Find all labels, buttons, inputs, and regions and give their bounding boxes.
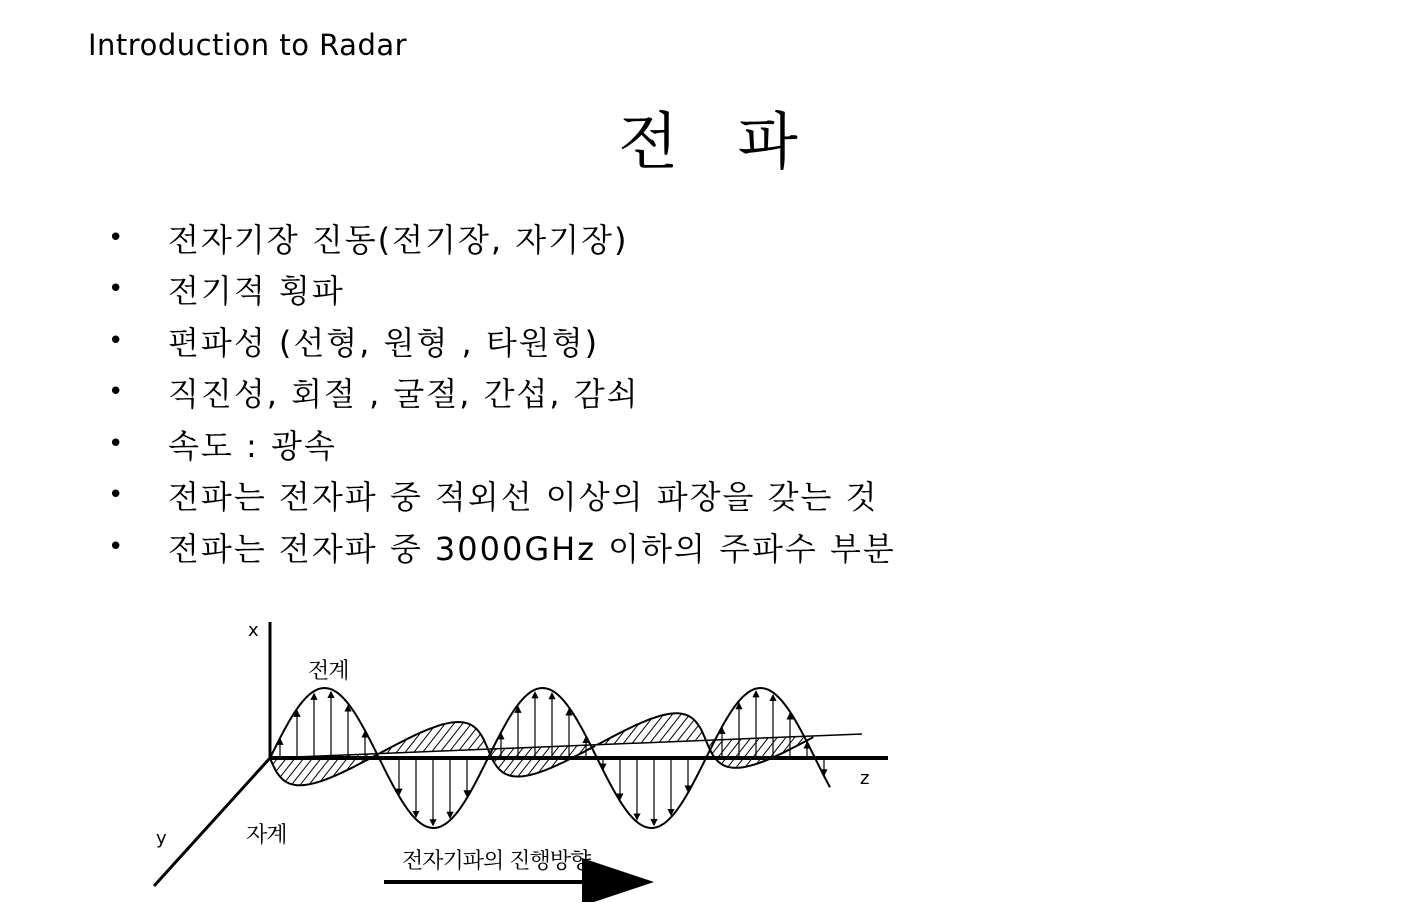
magnetic-wave-lobe bbox=[597, 713, 706, 745]
bullet-text: 전기적 횡파 bbox=[168, 272, 345, 311]
magnetic-field-hatch bbox=[510, 748, 532, 776]
bullet-text: 전자기장 진동(전기장, 자기장) bbox=[168, 220, 629, 259]
axis-z-label: z bbox=[860, 768, 870, 789]
bullet-marker: • bbox=[108, 274, 126, 305]
electric-field-label: 전계 bbox=[308, 659, 349, 684]
slide-title: 전 파 bbox=[618, 105, 818, 178]
bullet-text: 직진성, 회절 , 굴절, 간섭, 감쇠 bbox=[168, 375, 640, 414]
magnetic-field-hatch bbox=[477, 741, 484, 750]
magnetic-field-hatch bbox=[285, 757, 305, 782]
list-item bbox=[108, 521, 896, 573]
bullet-marker: • bbox=[108, 428, 126, 459]
magnetic-field-hatch bbox=[503, 748, 523, 773]
magnetic-field-hatch bbox=[459, 729, 476, 751]
list-item bbox=[108, 470, 896, 522]
bullet-list bbox=[108, 212, 896, 573]
list-item bbox=[108, 418, 896, 470]
bullet-marker: • bbox=[108, 222, 126, 253]
magnetic-field-hatch bbox=[695, 732, 702, 741]
bullet-text: 속도 : 광속 bbox=[168, 426, 337, 465]
bullet-marker: • bbox=[108, 480, 126, 511]
bullet-text: 편파성 (선형, 원형 , 타원형) bbox=[168, 323, 600, 362]
list-item bbox=[108, 367, 896, 419]
magnetic-field-hatch bbox=[668, 716, 689, 742]
magnetic-field-hatch bbox=[494, 749, 505, 763]
bullet-text: 전파는 전자파 중 적외선 이상의 파장을 갖는 것 bbox=[168, 478, 879, 517]
list-item bbox=[108, 212, 896, 264]
bullet-text: 전파는 전자파 중 3000GHz 이하의 주파수 부분 bbox=[168, 529, 896, 568]
propagation-direction-label: 전자기파의 진행방향 bbox=[402, 849, 591, 874]
bullet-marker: • bbox=[108, 325, 126, 356]
slide-header: Introduction to Radar bbox=[88, 28, 408, 62]
magnetic-wave-lobe bbox=[379, 722, 488, 754]
em-wave-figure bbox=[140, 612, 900, 902]
magnetic-field-label: 자계 bbox=[246, 823, 287, 848]
list-item bbox=[108, 264, 896, 316]
magnetic-field-hatch bbox=[292, 756, 314, 784]
magnetic-field-hatch bbox=[721, 739, 741, 764]
list-item bbox=[108, 315, 896, 367]
axis-x-label: x bbox=[248, 620, 259, 641]
magnetic-field-hatch bbox=[745, 738, 768, 767]
bullet-marker: • bbox=[108, 531, 126, 562]
axis-y-label: y bbox=[156, 828, 167, 849]
magnetic-field-hatch bbox=[527, 747, 550, 776]
magnetic-field-hatch bbox=[677, 720, 694, 742]
magnetic-field-hatch bbox=[450, 725, 471, 751]
magnetic-field-hatch bbox=[441, 722, 464, 751]
magnetic-field-hatch bbox=[659, 714, 682, 743]
bullet-marker: • bbox=[108, 377, 126, 408]
